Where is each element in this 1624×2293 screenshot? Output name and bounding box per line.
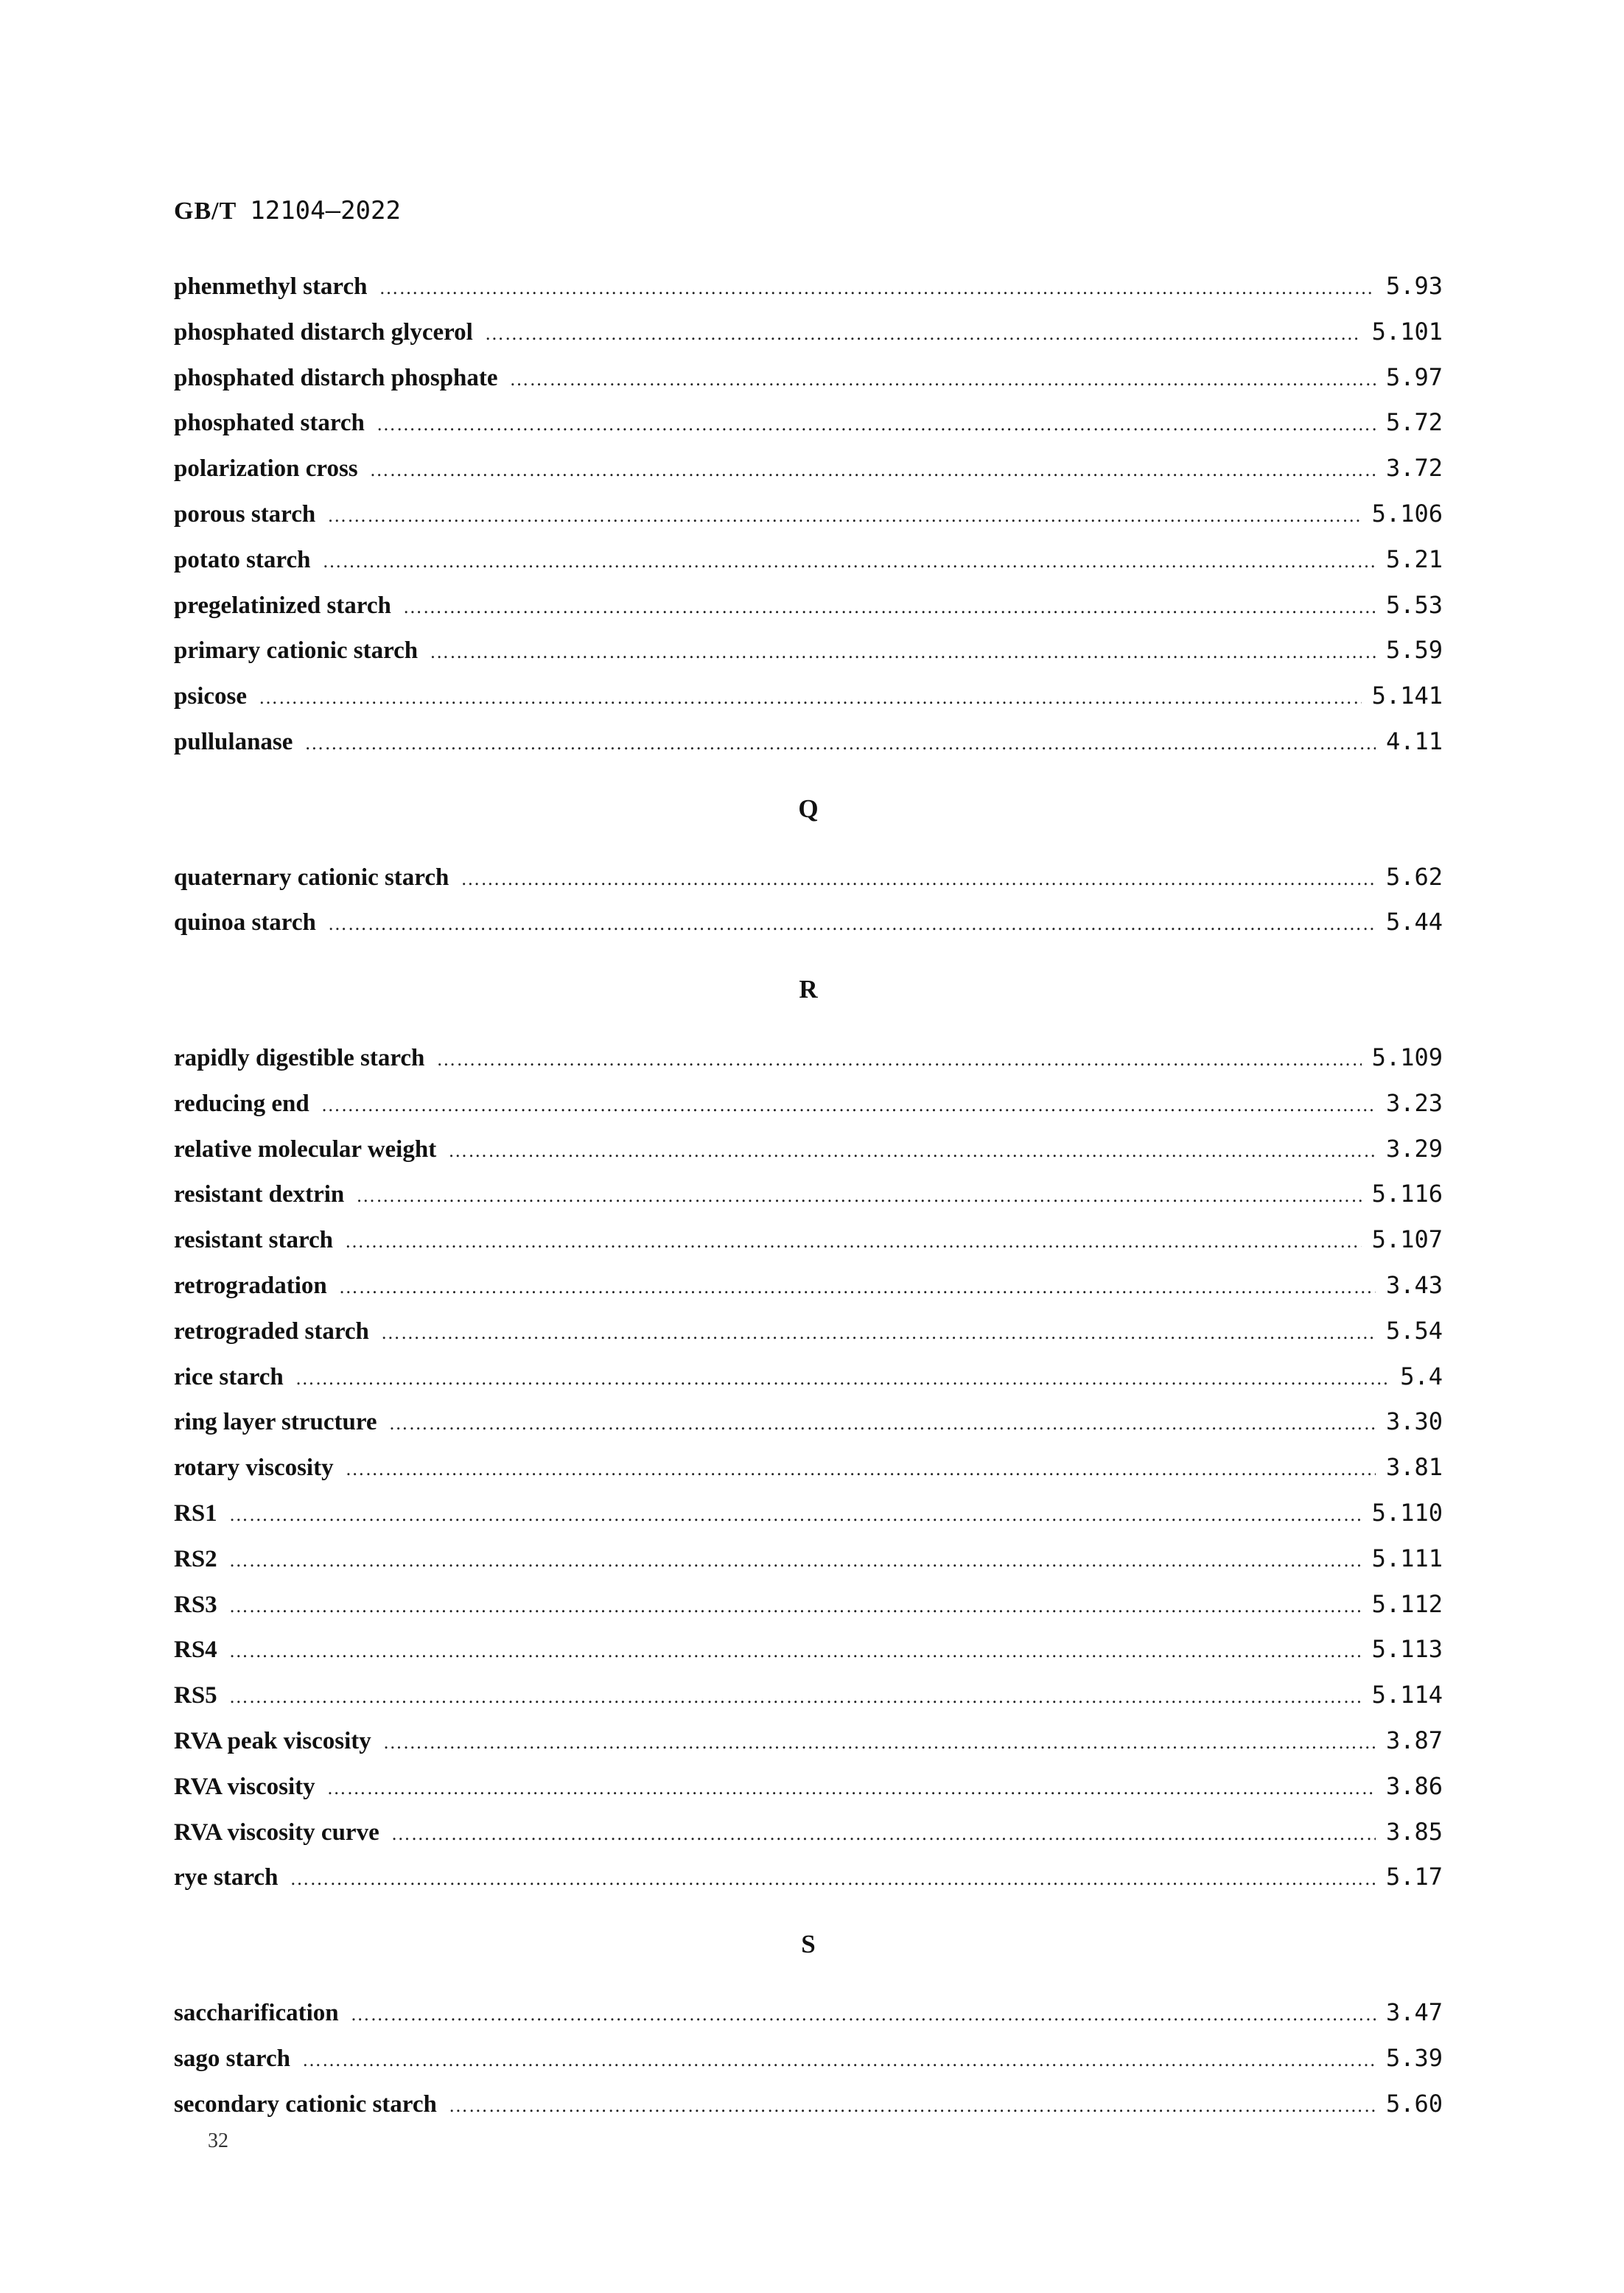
clause-reference: 5.39: [1385, 2043, 1443, 2072]
dot-leader: [229, 1678, 1362, 1716]
index-entry: [174, 403, 1443, 441]
index-entry: [174, 1312, 1443, 1350]
index-entry: [174, 1813, 1443, 1851]
index-entry: [174, 1539, 1443, 1578]
dot-leader: [383, 1723, 1376, 1762]
index-entry: [174, 722, 1443, 760]
index-term: phosphated starch: [174, 410, 365, 437]
index-term: saccharification: [174, 2000, 339, 2026]
clause-reference: 5.113: [1371, 1635, 1443, 1664]
dot-leader: [351, 1995, 1376, 2034]
clause-reference: 5.54: [1385, 1316, 1443, 1345]
index-entry: [174, 1494, 1443, 1532]
index-term: RS1: [174, 1500, 217, 1527]
clause-reference: 5.93: [1385, 272, 1443, 300]
index-term: pullulanase: [174, 729, 293, 755]
clause-reference: 5.101: [1371, 317, 1443, 346]
index-entry: [174, 358, 1443, 396]
dot-leader: [448, 1132, 1376, 1170]
clause-reference: 3.47: [1385, 1998, 1443, 2026]
clause-reference: 5.114: [1371, 1681, 1443, 1709]
dot-leader: [389, 1404, 1376, 1443]
index-entry: [174, 903, 1443, 941]
clause-reference: 5.112: [1371, 1589, 1443, 1618]
index-term: rotary viscosity: [174, 1454, 334, 1482]
index-entry: [174, 494, 1443, 533]
clause-reference: 5.60: [1385, 2089, 1443, 2118]
dot-leader: [229, 1541, 1362, 1580]
index-term: resistant starch: [174, 1227, 334, 1254]
index-term: RVA peak viscosity: [174, 1728, 371, 1754]
index-term: secondary cationic starch: [174, 2090, 437, 2118]
section-letter: R: [799, 975, 818, 1004]
index-term: sago starch: [174, 2045, 290, 2072]
index-term: relative molecular weight: [174, 1135, 437, 1163]
index-term: RS5: [174, 1682, 217, 1709]
index-term: primary cationic starch: [174, 637, 419, 665]
index-term: rye starch: [174, 1864, 279, 1891]
clause-reference: 4.11: [1385, 727, 1443, 755]
dot-leader: [346, 1450, 1376, 1488]
dot-leader: [322, 542, 1375, 581]
index-entry: [174, 267, 1443, 305]
index-term: RS3: [174, 1591, 217, 1618]
dot-leader: [345, 1222, 1362, 1261]
clause-reference: 5.17: [1385, 1863, 1443, 1891]
index-entry: [174, 1676, 1443, 1714]
index-entry: [174, 1767, 1443, 1805]
index-term: RVA viscosity curve: [174, 1818, 379, 1846]
clause-reference: 5.106: [1371, 500, 1443, 528]
section-letter: S: [801, 1930, 816, 1959]
page-number: 32: [208, 2129, 228, 2152]
index-entry: [174, 449, 1443, 487]
dot-leader: [302, 2041, 1376, 2079]
dot-leader: [377, 405, 1376, 444]
index-entry: [174, 1220, 1443, 1258]
dot-leader: [449, 2087, 1376, 2125]
index-entry: [174, 540, 1443, 578]
clause-reference: 5.72: [1385, 408, 1443, 437]
dot-leader: [229, 1587, 1362, 1625]
clause-reference: 5.44: [1385, 908, 1443, 937]
index-term: ring layer structure: [174, 1409, 377, 1436]
clause-reference: 3.85: [1385, 1817, 1443, 1846]
dot-leader: [304, 724, 1376, 763]
index-term: pregelatinized starch: [174, 592, 391, 619]
dot-leader: [356, 1177, 1361, 1215]
dot-leader: [391, 1815, 1376, 1853]
clause-reference: 5.109: [1371, 1043, 1443, 1071]
index-entry: [174, 586, 1443, 624]
dot-leader: [485, 315, 1362, 353]
clause-reference: 5.107: [1371, 1225, 1443, 1254]
dot-leader: [461, 860, 1376, 898]
clause-reference: 5.53: [1385, 590, 1443, 619]
standard-number: 12104—2022: [250, 196, 401, 225]
index-entry: [174, 2039, 1443, 2077]
dot-leader: [327, 1769, 1376, 1807]
index-entry: [174, 1858, 1443, 1896]
dot-leader: [327, 497, 1361, 535]
index-term: porous starch: [174, 501, 316, 528]
index-entry: [174, 1585, 1443, 1623]
index-term: polarization cross: [174, 455, 358, 483]
dot-leader: [328, 905, 1376, 943]
index-entry: [174, 676, 1443, 715]
dot-leader: [339, 1268, 1376, 1306]
index-entry: [174, 1174, 1443, 1213]
clause-reference: 5.141: [1371, 682, 1443, 710]
index-term: phosphated distarch phosphate: [174, 364, 498, 391]
clause-reference: 5.4: [1400, 1362, 1443, 1390]
dot-leader: [436, 1040, 1361, 1079]
index-term: quinoa starch: [174, 909, 316, 937]
clause-reference: 3.72: [1385, 454, 1443, 483]
dot-leader: [379, 269, 1376, 307]
index-entry: [174, 1630, 1443, 1668]
index-term: phenmethyl starch: [174, 273, 368, 300]
clause-reference: 5.116: [1371, 1180, 1443, 1208]
index-entry: [174, 1130, 1443, 1168]
index-term: resistant dextrin: [174, 1181, 345, 1208]
index-term: reducing end: [174, 1090, 309, 1117]
index-entry: [174, 1993, 1443, 2031]
index-term: psicose: [174, 683, 247, 710]
index-term: rapidly digestible starch: [174, 1045, 425, 1071]
index-entry: [174, 1266, 1443, 1304]
index-term: quaternary cationic starch: [174, 864, 449, 891]
clause-reference: 5.21: [1385, 545, 1443, 573]
clause-reference: 3.81: [1385, 1453, 1443, 1482]
dot-leader: [321, 1086, 1376, 1124]
standard-prefix: GB/T: [174, 197, 237, 225]
index-entry: [174, 858, 1443, 896]
document-header: [174, 193, 401, 229]
index-term: RVA viscosity: [174, 1773, 315, 1800]
index-entry: [174, 1038, 1443, 1077]
dot-leader: [229, 1632, 1362, 1670]
index-term: rice starch: [174, 1363, 284, 1390]
index-term: retrogradation: [174, 1272, 327, 1299]
index-entry: [174, 312, 1443, 351]
index-entry: [174, 631, 1443, 669]
dot-leader: [229, 1496, 1362, 1534]
dot-leader: [430, 633, 1376, 671]
clause-reference: 3.86: [1385, 1771, 1443, 1800]
index-term: RS2: [174, 1545, 217, 1572]
clause-reference: 5.97: [1385, 363, 1443, 391]
dot-leader: [290, 1860, 1376, 1898]
index-entry: [174, 2084, 1443, 2123]
dot-leader: [510, 360, 1376, 399]
index-entry: [174, 1402, 1443, 1440]
index-term: retrograded starch: [174, 1317, 369, 1345]
index-term: phosphated distarch glycerol: [174, 318, 473, 346]
clause-reference: 5.110: [1371, 1499, 1443, 1527]
clause-reference: 3.30: [1385, 1407, 1443, 1436]
index-entry: [174, 1357, 1443, 1396]
clause-reference: 3.23: [1385, 1088, 1443, 1117]
index-term: potato starch: [174, 546, 311, 573]
clause-reference: 5.62: [1385, 862, 1443, 891]
index-entry: [174, 1721, 1443, 1760]
clause-reference: 3.29: [1385, 1134, 1443, 1163]
clause-reference: 3.43: [1385, 1271, 1443, 1299]
dot-leader: [370, 451, 1376, 489]
dot-leader: [403, 588, 1376, 626]
clause-reference: 3.87: [1385, 1726, 1443, 1754]
index-entry: [174, 1448, 1443, 1486]
dot-leader: [295, 1359, 1390, 1398]
dot-leader: [259, 679, 1362, 717]
index-entry: [174, 1084, 1443, 1122]
dot-leader: [381, 1314, 1376, 1352]
clause-reference: 5.111: [1371, 1544, 1443, 1572]
clause-reference: 5.59: [1385, 636, 1443, 665]
section-letter: Q: [798, 794, 819, 823]
index-term: RS4: [174, 1636, 217, 1664]
